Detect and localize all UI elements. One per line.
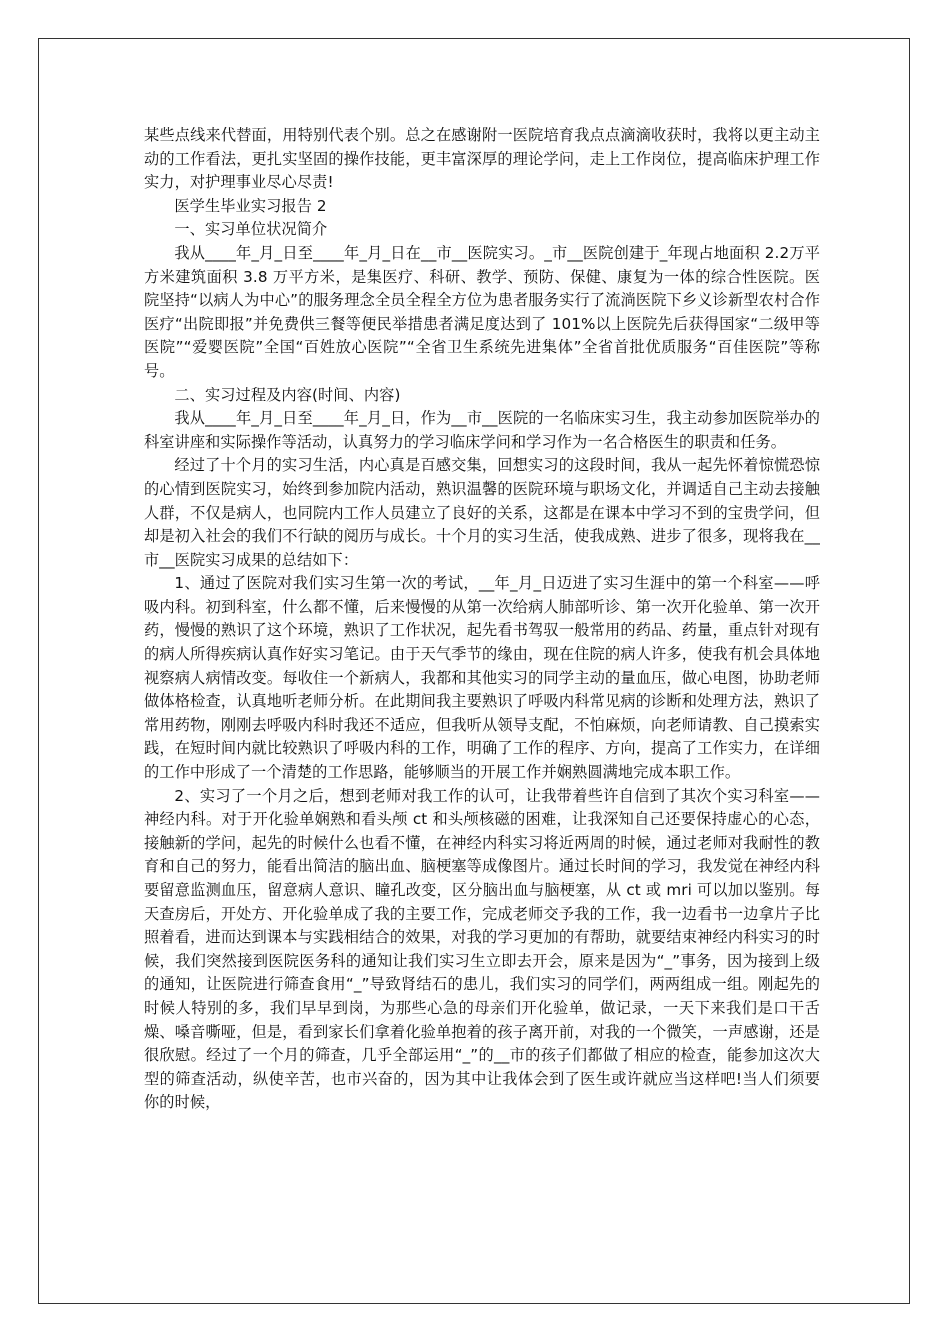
paragraph-respiratory-dept: 1、通过了医院对我们实习生第一次的考试，__年_月_日迈进了实习生涯中的第一个科室——呼吸内科。初到科室，什么都不懂，后来慢慢的从第一次给病人肺部听诊、第一次开化验单、第一次开药，慢慢的熟识了这个环境，熟识了工作状况，起先看书驾驭一般常用的药品、药量，重点针对现有的病人所得疾病认真作好实习笔记。由于天气季节的缘由，现在住院的病人许多，使我有机会具体地视察病人病情改变。每收住一个新病人，我都和其他实习的同学主动的量血压，做心电图，协助老师做体格检查，认真地听老师分析。在此期间我主要熟识了呼吸内科常见病的诊断和处理方法，熟识了常用药物，刚刚去呼吸内科时我还不适应，但我听从领导支配，不怕麻烦，向老师请教、自己摸索实践，在短时间内就比较熟识了呼吸内科的工作，明确了工作的程序、方向，提高了工作实力，在详细的工作中形成了一个清楚的工作思路，能够顺当的开展工作并娴熟圆满地完成本职工作。: [144, 574, 820, 782]
paragraph-neurology-dept: 2、实习了一个月之后，想到老师对我工作的认可，让我带着些许自信到了其次个实习科室——神经内科。对于开化验单娴熟和看头颅 ct 和头颅核磁的困难，让我深知自己还要保持虚心的心态，接触新的学问，起先的时候什么也看不懂，在神经内科实习将近两周的时候，通过老师对我耐性的教育和自己的努力，能看出简洁的脑出血、脑梗塞等成像图片。通过长时间的学习，我发觉在神经内科要留意监测血压，留意病人意识、瞳孔改变，区分脑出血与脑梗塞，从 ct 或 mri 可以加以鉴别。每天查房后，开处方、开化验单成了我的主要工作，完成老师交予我的工作，我一边看书一边拿片子比照着看，进而达到课本与实践相结合的效果，对我的学习更加的有帮助，就要结束神经内科实习的时候，我们突然接到医院医务科的通知让我们实习生立即去开会，原来是因为“_”事务，因为接到上级的通知，让医院进行筛查食用“_”导致肾结石的患儿，我们实习的同学们，两两组成一组。刚起先的时候人特别的多，我们早早到岗，为那些心急的母亲们开化验单，做记录，一天下来我们是口干舌燥、嗓音嘶哑，但是，看到家长们拿着化验单抱着的孩子离开前，对我的一个微笑，一声感谢，还是很欣慰。经过了一个月的筛查，几乎全部运用“_”的__市的孩子们都做了相应的检查，能参加这次大型的筛查活动，纵使辛苦，也市兴奋的，因为其中让我体会到了医生或许就应当这样吧!当人们须要你的时候，: [144, 786, 820, 1112]
section-heading-unit-intro: 一、实习单位状况简介: [174, 220, 328, 239]
paragraph-continuation: 某些点线来代替面，用特别代表个别。总之在感谢附一医院培育我点点滴滴收获时，我将以更主动主动的工作看法，更扎实坚固的操作技能，更丰富深厚的理论学问，走上工作岗位，提高临床护理工作实力，对护理事业尽心尽责!: [144, 126, 820, 192]
document-body: [144, 124, 820, 1115]
report-title: 医学生毕业实习报告 2: [174, 196, 327, 215]
paragraph-reflection: 经过了十个月的实习生活，内心真是百感交集，回想实习的这段时间，我从一起先怀着惊慌恐惊的心情到医院实习，始终到参加院内活动，熟识温馨的医院环境与职场文化，并调适自己主动去接触人群，不仅是病人，也同院内工作人员建立了良好的关系，这都是在课本中学习不到的宝贵学问，但却是初入社会的我们不行缺的阅历与成长。十个月的实习生活，使我成熟、进步了很多，现将我在__市__医院实习成果的总结如下：: [144, 456, 820, 569]
paragraph-hospital-intro: 我从____年_月_日至____年_月_日在__市__医院实习。_市__医院创建于_年现占地面积 2.2万平方米建筑面积 3.8 万平方米，是集医疗、科研、教学、预防、保健、康复为一体的综合性医院。医院坚持“以病人为中心”的服务理念全员全程全方位为患者服务实行了流淌医院下乡义诊新型农村合作医疗“出院即报”并免费供三餐等便民举措患者满足度达到了 101%以上医院先后获得国家“二级甲等医院”“爱婴医院”全国“百姓放心医院”“全省卫生系统先进集体”全省首批优质服务“百佳医院”等称号。: [144, 243, 820, 380]
paragraph-internship-role: 我从____年_月_日至____年_月_日，作为__市__医院的一名临床实习生，我主动参加医院举办的科室讲座和实际操作等活动，认真努力的学习临床学问和学习作为一名合格医生的职责和任务。: [144, 409, 820, 451]
section-heading-process: 二、实习过程及内容(时间、内容): [174, 385, 401, 404]
